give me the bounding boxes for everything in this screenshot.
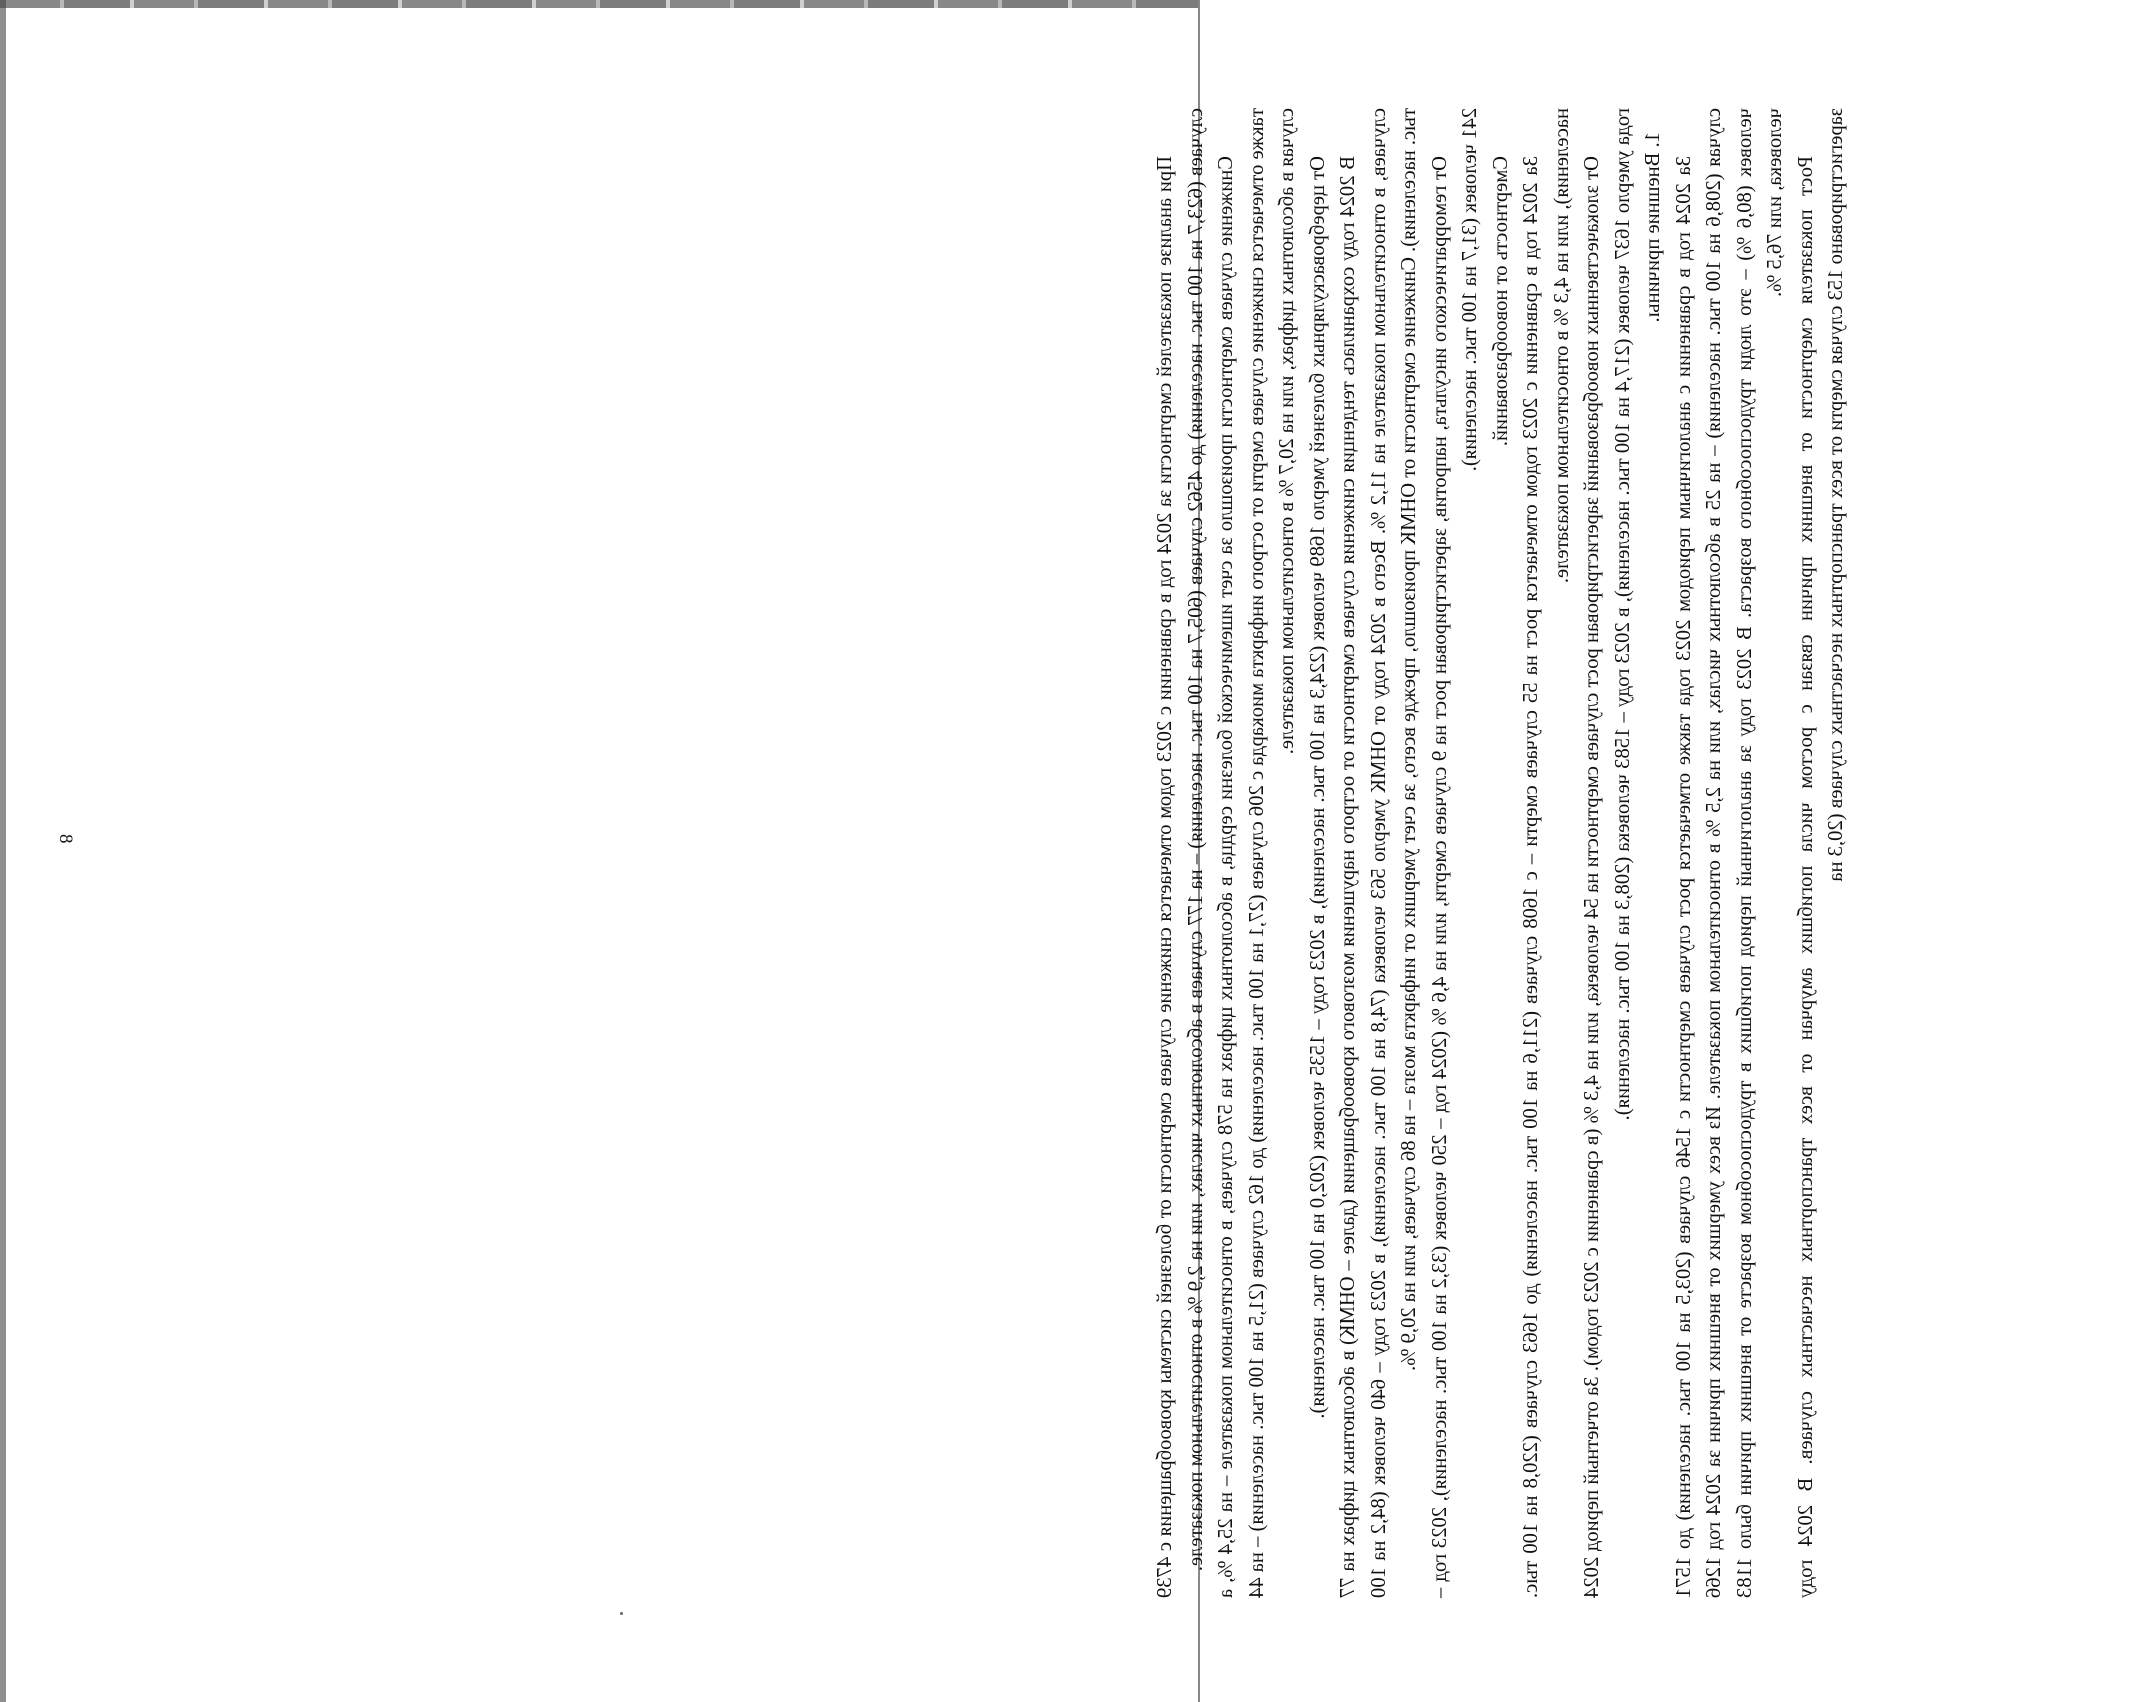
paragraph-ischemic: Снижение случаев смертности произошло за счет ишемической болезни сердца, в абсолютных цифрах на 578 случаев, в относительном показателе – на 25,4 %, а также отмечается снижение случаев смерти от острого инфаркта миокарда с 206 случаев (27,1 на 100 тыс. населения) до 162 случаев (21,5 на 100 тыс. населения) – на 44 случая в абсолютных цифрах, или на 20,7 % в относительном показателе. [1215, 108, 1298, 1598]
paragraph-transport: Рост показателя смертности от внешних причин связан с ростом числа погибших амурчан от всех транспортных несчастных случаев. В 2024 году зарегистрировано 153 случая смерти от всех транспортных несчастных случаев (20,3 на [1794, 108, 1847, 1598]
scan-speck [620, 1612, 623, 1615]
page-number: 8 [55, 834, 76, 844]
paragraph-neoplasms: За 2024 год в сравнении с 2023 годом отмечается рост на 55 случаев смерти – с 1608 случаев (211,6 на 100 тыс. населения) до 1663 случаев (220,8 на 100 тыс. населения), или на 4,3 % в относительном показателе. [1520, 108, 1573, 1598]
paragraph-malignant: От злокачественных новообразований зарегистрирован рост случаев смертности на 54 человека, или на 4,3 % (в сравнении с 2023 годом). За отчетный период 2024 года умерло 1637 человек (217,4 на 100 тыс. населения), в 2023 году – 1583 человека (208,3 на 100 тыс. населения). [1581, 108, 1634, 1598]
paragraph-circulatory: При анализе показателей смертности за 2024 год в сравнении с 2023 годом отмечается снижение случаев смертности от болезней системы кровообращения с 4739 случаев (623,7 на 100 тыс. населения) до 4562 случаев (605,7 на 100 тыс. населения) – на 177 случаев в абсолютных числах, или на 2,9 % в относительном показателе. [1154, 108, 1207, 1598]
heading-external-causes: 1. Внешние причины. [1642, 132, 1664, 323]
document-body [1150, 108, 2135, 1598]
paragraph-external-causes: За 2024 год в сравнении с аналогичным периодом 2023 года также отмечается рост случаев смертности с 1546 случаев (203,5 на 100 тыс. населения) до 1571 случая (208,6 на 100 тыс. населения) – на 25 в абсолютных числах, или на 2,5 % в относительном показателе. Из всех умерших от внешних причин за 2024 год 1266 человек (80,6 %) – это люди трудоспособного возраста. В 2023 году за аналогичный период погибших в трудоспособном возрасте от внешних причин было 1183 человека, или 76,5 %. [1672, 108, 1786, 1598]
heading-neoplasms: Смертность от новообразований. [1489, 156, 1512, 447]
paragraph-onmk: В 2024 году сохранилась тенденция снижения случаев смертности от острого нарушения мозгового кровообращения (далее – ОНМК) в абсолютных цифрах на 77 случаев, в относительном показателе на 11,2 %. Всего в 2024 году от ОНМК умерло 563 человека (74,8 на 100 тыс. населения), в 2023 году – 640 человек (84,2 на 100 тыс. населения). Снижение смертности от ОНМК произошло, прежде всего, за счет умерших от инфаркта мозга – на 86 случаев, или на 20,9 %. [1337, 108, 1420, 1598]
scan-edge-left [0, 0, 6, 1702]
paragraph-hemorrhagic: От геморрагического инсульта, напротив, зарегистрирован рост на 9 случаев смерти, или на 4,6 % (2024 год – 250 человек (33,2 на 100 тыс. населения), 2023 год – 241 человек (31,7 на 100 тыс. населения). [1428, 108, 1481, 1598]
scan-edge-top [0, 0, 1200, 8]
paragraph-cerebrovascular: От цереброваскулярных болезней умерло 1689 человек (224,3 на 100 тыс. населения), в 2023 году – 1535 человек (202,0 на 100 тыс. населения). [1306, 156, 1329, 1419]
